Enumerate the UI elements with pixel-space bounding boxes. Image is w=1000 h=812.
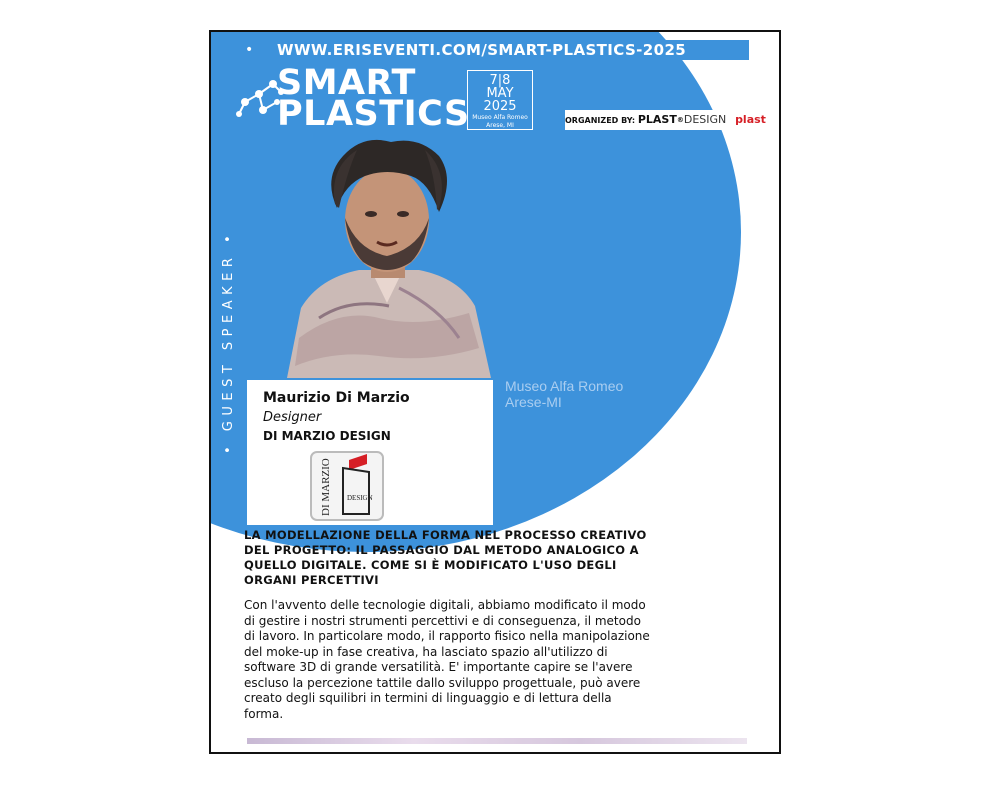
event-url[interactable]: WWW.ERISEVENTI.COM/SMART-PLASTICS-2025 <box>277 41 687 59</box>
venue-note <box>505 378 623 410</box>
speaker-card <box>247 380 493 525</box>
speaker-name: Maurizio Di Marzio <box>263 390 410 406</box>
speaker-company: DI MARZIO DESIGN <box>263 429 391 443</box>
organizer-plastdesign-a: PLAST <box>637 113 677 126</box>
talk-title: LA MODELLAZIONE DELLA FORMA NEL PROCESSO CREATIVO DEL PROGETTO: IL PASSAGGIO DAL METODO ANALOGICO A QUELLO DIGITALE. COME SI È MODIFICATO L'USO DEGLI ORGANI PERCETTIVI <box>244 528 647 587</box>
bullet-dot: • <box>245 42 254 58</box>
logo-line-plastics: PLASTICS <box>277 94 470 134</box>
organized-by: ORGANIZED BY: PLAST®DESIGN plast <box>565 110 749 130</box>
speaker-role: Designer <box>263 410 322 425</box>
event-date-box <box>467 70 533 130</box>
event-venue-line1: Museo Alfa Romeo <box>472 114 528 121</box>
event-month: MAY <box>486 86 514 101</box>
venue-note-line2: Arese-MI <box>505 394 562 410</box>
company-logo-icon <box>309 450 385 522</box>
organizer-plastdesign-b: DESIGN <box>683 113 727 126</box>
venue-note-line1: Museo Alfa Romeo <box>505 378 624 394</box>
event-logo-text <box>277 63 470 134</box>
company-logo-word1: DI MARZIO <box>320 458 332 516</box>
event-days: 7|8 <box>489 73 511 88</box>
event-year: 2025 <box>483 99 517 114</box>
guest-speaker-label: • GUEST SPEAKER • <box>221 229 236 455</box>
poster-frame <box>209 30 781 754</box>
logo-line-smart: SMART <box>277 63 416 103</box>
organizer-plast-logo: plast <box>735 113 766 126</box>
talk-abstract: Con l'avvento delle tecnologie digitali, abbiamo modificato il modo di gestire i nostri strumenti percettivi e di conseguenza, il metodo di lavoro. In particolare modo, il rapporto fisico nella manipolazione del moke-up in fase creativa, ha lasciato spazio all'utilizzo di software 3D di grande versatilità. E' importante capire se l'avere escluso la percezione tattile dallo sviluppo progettuale, può avere creato degli squilibri in termini di linguaggio e di lettura della forma. <box>244 598 650 721</box>
speaker-portrait <box>279 138 495 378</box>
organized-by-label: ORGANIZED BY: <box>565 116 636 125</box>
company-logo-word2: DESIGN <box>347 494 373 502</box>
event-venue-line2: Arese, MI <box>486 122 514 129</box>
bottom-decorative-strip <box>247 738 747 744</box>
